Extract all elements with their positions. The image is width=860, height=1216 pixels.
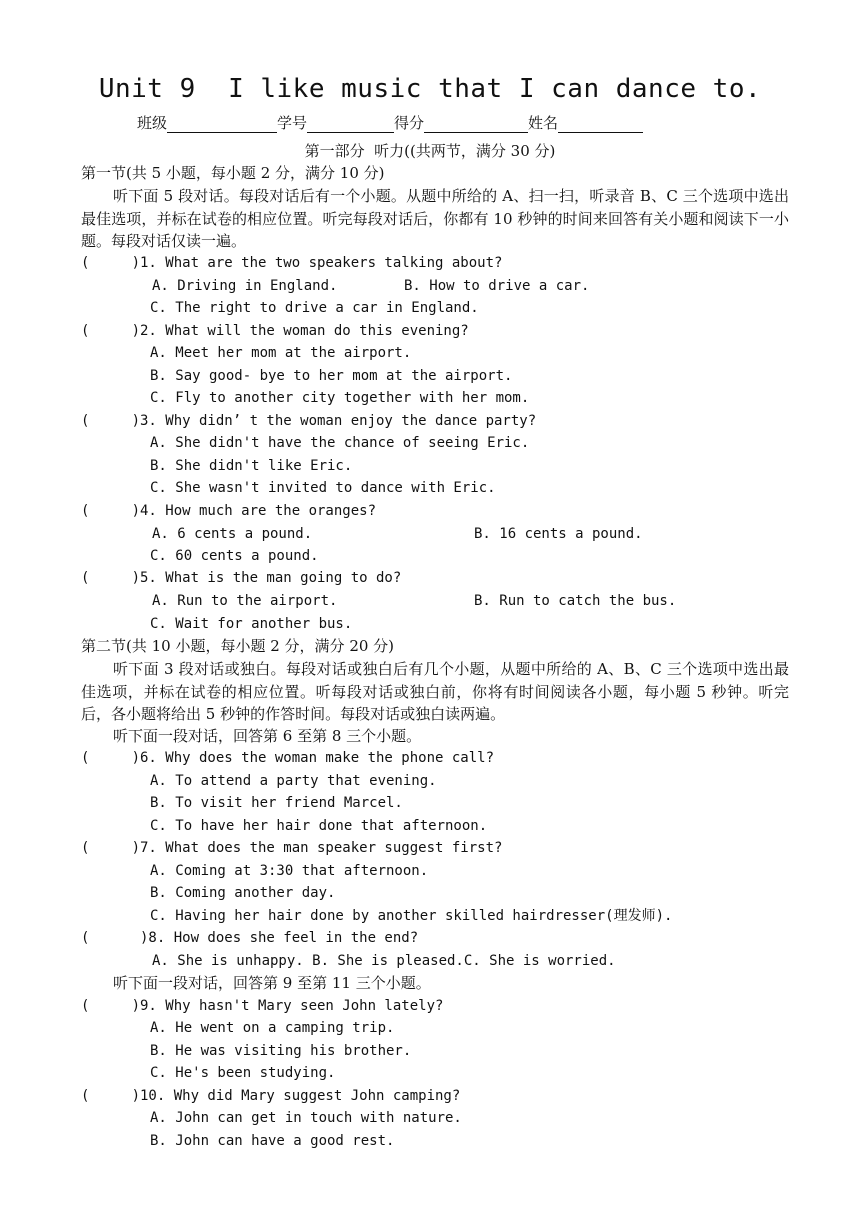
question-7-option-b: B. Coming another day. — [150, 885, 336, 901]
dialog-2-intro: 听下面一段对话，回答第 9 至第 11 三个小题。 — [113, 974, 431, 992]
question-3-stem: ( )3. Why didn’ t the woman enjoy the dance party? — [81, 413, 537, 429]
class-label: 班级 — [137, 114, 168, 132]
question-8-stem: ( )8. How does she feel in the end? — [81, 930, 419, 946]
question-2-option-b: B. Say good- bye to her mom at the airport. — [150, 368, 513, 384]
dialog-1-intro: 听下面一段对话，回答第 6 至第 8 三个小题。 — [113, 727, 422, 745]
class-field[interactable] — [167, 116, 277, 133]
question-7-option-c: C. Having her hair done by another skilled hairdresser(理发师). — [150, 908, 673, 924]
question-2-option-a: A. Meet her mom at the airport. — [150, 345, 412, 361]
question-2-stem: ( )2. What will the woman do this evening? — [81, 323, 469, 339]
number-label: 学号 — [277, 114, 308, 132]
section1-instructions: 听下面 5 段对话。每段对话后有一个小题。从题中所给的 A、扫一扫，听录音 B、C 三个选项中选出最佳选项，并标在试卷的相应位置。听完每段对话后，你都有 10 秒钟的时间来回答有关小题和阅读下一小题。每段对话仅读一遍。 — [81, 187, 789, 250]
student-info-row — [137, 112, 643, 133]
question-4-option-a: A. 6 cents a pound. — [152, 526, 313, 542]
score-field[interactable] — [424, 116, 528, 133]
question-4-option-c: C. 60 cents a pound. — [150, 548, 319, 564]
question-9-option-a: A. He went on a camping trip. — [150, 1020, 395, 1036]
name-label: 姓名 — [528, 114, 559, 132]
score-label: 得分 — [394, 114, 425, 132]
question-2-option-c: C. Fly to another city together with her mom. — [150, 390, 530, 406]
question-7-option-a: A. Coming at 3:30 that afternoon. — [150, 863, 429, 879]
question-7-stem: ( )7. What does the man speaker suggest first? — [81, 840, 503, 856]
question-10-option-b: B. John can have a good rest. — [150, 1133, 395, 1149]
question-4-stem: ( )4. How much are the oranges? — [81, 503, 377, 519]
question-9-stem: ( )9. Why hasn't Mary seen John lately? — [81, 998, 444, 1014]
question-5-option-a: A. Run to the airport. — [152, 593, 338, 609]
question-8-options: A. She is unhappy. B. She is pleased.C. She is worried. — [152, 953, 616, 969]
question-6-option-c: C. To have her hair done that afternoon. — [150, 818, 488, 834]
section1-heading: 第一节(共 5 小题，每小题 2 分，满分 10 分) — [81, 164, 385, 182]
question-4-option-b: B. 16 cents a pound. — [474, 526, 643, 542]
question-1-stem: ( )1. What are the two speakers talking about? — [81, 255, 503, 271]
section2-heading: 第二节(共 10 小题，每小题 2 分，满分 20 分) — [81, 637, 395, 655]
question-6-option-a: A. To attend a party that evening. — [150, 773, 437, 789]
page-title: Unit 9 I like music that I can dance to. — [98, 74, 762, 104]
question-1-option-c: C. The right to drive a car in England. — [150, 300, 479, 316]
number-field[interactable] — [307, 116, 394, 133]
question-10-option-a: A. John can get in touch with nature. — [150, 1110, 462, 1126]
question-10-stem: ( )10. Why did Mary suggest John camping? — [81, 1088, 461, 1104]
section2-instructions: 听下面 3 段对话或独白。每段对话或独白后有几个小题，从题中所给的 A、B、C 三个选项中选出最佳选项，并标在试卷的相应位置。听每段对话或独白前，你将有时间阅读各小题，每小题 5 秒钟。听完后，各小题将给出 5 秒钟的作答时间。每段对话或独白读两遍。 — [81, 660, 789, 723]
question-3-option-b: B. She didn't like Eric. — [150, 458, 353, 474]
question-3-option-a: A. She didn't have the chance of seeing Eric. — [150, 435, 530, 451]
question-5-option-b: B. Run to catch the bus. — [474, 593, 677, 609]
question-6-option-b: B. To visit her friend Marcel. — [150, 795, 403, 811]
question-9-option-b: B. He was visiting his brother. — [150, 1043, 412, 1059]
question-1-option-a: A. Driving in England. — [152, 278, 338, 294]
question-3-option-c: C. She wasn't invited to dance with Eric. — [150, 480, 496, 496]
part1-heading: 第一部分 听力((共两节，满分 30 分) — [304, 142, 556, 160]
question-9-option-c: C. He's been studying. — [150, 1065, 336, 1081]
question-1-option-b: B. How to drive a car. — [404, 278, 590, 294]
question-5-stem: ( )5. What is the man going to do? — [81, 570, 402, 586]
question-6-stem: ( )6. Why does the woman make the phone call? — [81, 750, 495, 766]
question-5-option-c: C. Wait for another bus. — [150, 616, 353, 632]
name-field[interactable] — [558, 116, 643, 133]
